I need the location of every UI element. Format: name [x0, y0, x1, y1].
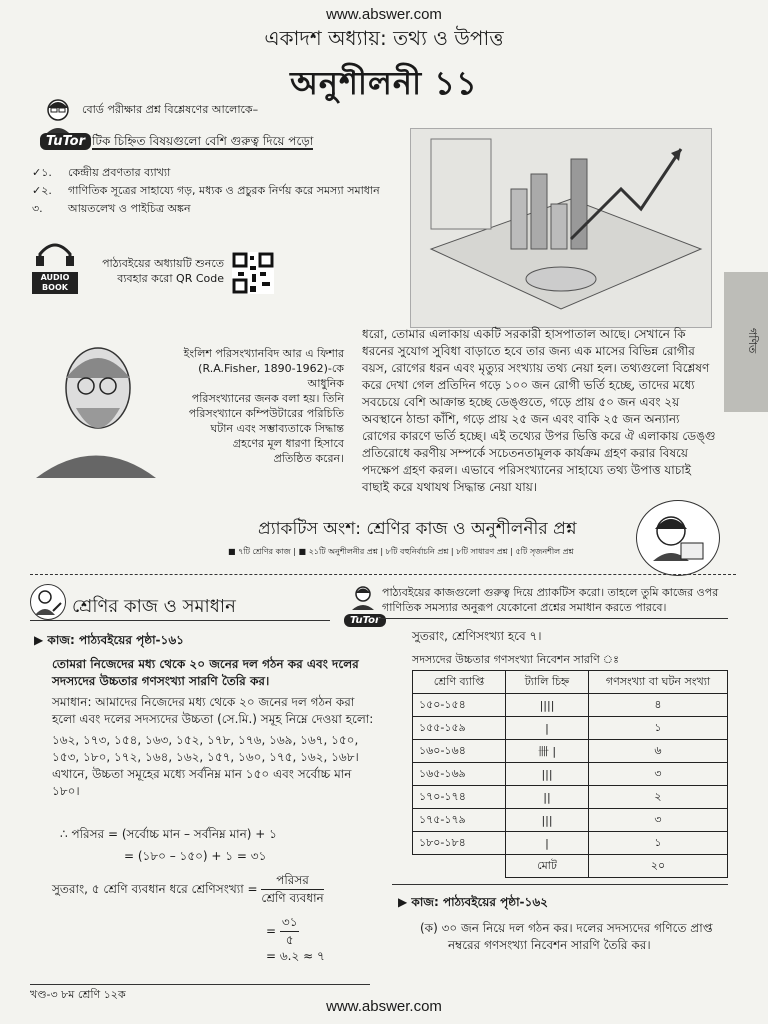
site-url-bottom[interactable]: www.abswer.com: [326, 998, 442, 1015]
frequency: ১: [589, 832, 728, 855]
tally-mark: |||: [506, 809, 589, 832]
tutor-badge-small: TuTor: [344, 608, 386, 627]
tutor-badge: TuTor: [40, 130, 91, 149]
tutor-note-underline: [378, 618, 728, 619]
tally-mark: ||: [506, 786, 589, 809]
table-row: [413, 809, 728, 832]
tally-mark: |||: [506, 763, 589, 786]
table-divider: [392, 884, 728, 885]
tally-mark: |: [506, 717, 589, 740]
frequency: ৩: [589, 809, 728, 832]
column-header: গণসংখ্যা বা ঘটন সংখ্যা: [589, 671, 728, 694]
table-row: [413, 740, 728, 763]
class-range: ১৭৫-১৭৯: [413, 809, 506, 832]
class-range: ১৮০-১৮৪: [413, 832, 506, 855]
table-row: [413, 694, 728, 717]
table-row: [413, 763, 728, 786]
tutor-intro-line: বোর্ড পরীক্ষার প্রশ্ন বিশ্লেষণের আলোকে–: [82, 103, 259, 116]
class-count-formula: সুতরাং, ৫ শ্রেণি ব্যবধান ধরে শ্রেণিসংখ্যা = $\frac{\text{পরিসর}}{\text{শ্রেণি ব্যবধান}}$: [52, 873, 324, 905]
class-range: ১৬৫-১৬৯: [413, 763, 506, 786]
height-data: ১৬২, ১৭৩, ১৫৪, ১৬৩, ১৫২, ১৭৮, ১৭৬, ১৬৯, ১৬৭, ১৫০,: [52, 733, 359, 747]
tutor-avatar-icon: [348, 584, 378, 610]
class-work-underline: [30, 620, 330, 621]
tally-mark: 卌 |: [506, 740, 589, 763]
range-result: = (১৮০ – ১৫০) + ১ = ৩১: [124, 849, 267, 863]
table-total-row: [413, 855, 728, 878]
practice-title: প্র্যাকটিস অংশ: শ্রেণির কাজ ও অনুশীলনীর প্রশ্ন: [258, 519, 577, 539]
class-range: ১৫৫-১৫৯: [413, 717, 506, 740]
frequency: ৬: [589, 740, 728, 763]
total-value: ২০: [589, 855, 728, 878]
list-item: ✓১. কেন্দ্রীয় প্রবণতার ব্যাখ্যা: [32, 166, 171, 179]
side-tab: গণিত: [724, 272, 768, 412]
column-header: ট্যালি চিহ্ন: [506, 671, 589, 694]
hospital-paragraph: ধরো, তোমার এলাকায় একটি সরকারী হাসপাতাল আছে। সেখানে কি ধরনের সুযোগ সুবিধা বাড়াতে হবে তার জন্য এক মাসের বিভিন্ন রোগীর বয়স, রোগের ধরন এবং মৃত্যুর সংখ্যায় তথ্য নেয়া হল। তথ্যগুলো বিশ্লেষণ করে দেখা গেল প্রতিদিন গড়ে ১০০ জন রোগী ভর্তি হচ্ছে, তাদের মধ্যে সবচেয়ে বেশি আক্রান্ত হচ্ছে ডেঙ্গুতে, গড়ে প্রায় ৫০ জন এবং ২য় অবস্থানে ঠান্ডা কাঁশি, গড়ে প্রায় ২৫ জন এবং বাকি ২৫ জন অন্যান্য রোগের কারণে ভর্তি হচ্ছে। এই তথ্যের উপর ভিত্তি করে ঐ এলাকায় ডেঙ্গু প্রতিরোধে করণীয় সম্পর্কে সচেতনতামূলক কার্যক্রম গ্রহণ করার বিষয়ে পদক্ষেপ গ্রহণ করল। এভাবে পরিসংখ্যানের সাহায্যে তথ্য উপাত্ত যাচাই বাছাই করে যথাযথ সিদ্ধান্ত নেয়া যায়।: [362, 327, 716, 494]
list-item: ✓২. গাণিতিক সূত্রের সাহায্যে গড়, মধ্যক ও প্রচুরক নির্ণয় করে সমস্যা সমাধান: [32, 184, 380, 197]
tally-mark: ||||: [506, 694, 589, 717]
frequency: ৪: [589, 694, 728, 717]
class-range: ১৫০-১৫৪: [413, 694, 506, 717]
frequency: ১: [589, 717, 728, 740]
class-count-fraction: = $\frac{৩১}{৫}$: [266, 915, 298, 947]
column-header: শ্রেণি ব্যাপ্তি: [413, 671, 506, 694]
practice-stats: ■ ৭টি শ্রেণির কাজ | ■ ২১টি অনুশীলনীর প্রশ্ন | ৮টি বহুনির্বাচনি প্রশ্ন | ৮টি সাধারণ প্রশ্ন | ৫টি সৃজনশীল প্রশ্ন: [228, 547, 574, 556]
solution-text: সমাধান: আমাদের নিজেদের মধ্য থেকে ২০ জনের দল গঠন করা হলো এবং দলের সদস্যদের উচ্চতা (সে.মি.) সমূহ নিম্নে দেওয়া হলো: ১৬২, ১৭৩, ১৫৪, ১৬৩, ১৫২, ১৭৮, ১৭৬, ১৬৯, ১৬৭, ১৫০, ১৫৩, ১৮০, ১৭২, ১৬৪, ১৬২, ১৫৭, ১৬০, ১৭৫, ১৬২, ১৬৮। এখানে, উচ্চতা সমূহের মধ্যে সর্বনিম্ন মান ১৫০ এবং সর্বোচ্চ মান ১৮০।: [52, 694, 382, 800]
task-label-161: ▶ কাজ: পাঠ্যবইয়ের পৃষ্ঠা-১৬১: [34, 633, 184, 647]
tutor-instruction: টিক চিহ্নিত বিষয়গুলো বেশি গুরুত্ব দিয়ে পড়ো: [92, 134, 314, 148]
list-item: ৩. আয়তলেখ ও পাইচিত্র অঙ্কন: [32, 202, 191, 215]
fisher-portrait-icon: [36, 328, 156, 478]
frequency-table-title: সদস্যদের উচ্চতার গণসংখ্যা নিবেশন সারণি ঃ: [412, 653, 619, 666]
table-row: [413, 786, 728, 809]
frequency: ৩: [589, 763, 728, 786]
student-reading-icon: [636, 500, 720, 576]
fisher-bio: ইংলিশ পরিসংখ্যানবিদ আর এ ফিশার (R.A.Fisher, 1890-1962)-কে আধুনিক পরিসংখ্যানের জনক বলা হয়। তিনি পরিসংখ্যানে কম্পিউটারের পরিচিতি ঘটান এবং সম্ভাব্যতাকে সিদ্ধান্ত গ্রহণের মূল ধারণা হিসাবে প্রতিষ্ঠিত করেন।: [183, 347, 344, 465]
table-header-row: [413, 671, 728, 694]
table-row: [413, 832, 728, 855]
site-url-top[interactable]: www.abswer.com: [326, 6, 442, 23]
total-label: মোট: [506, 855, 589, 878]
audio-book-badge: AUDIO BOOK: [32, 272, 78, 294]
tally-mark: |: [506, 832, 589, 855]
exercise-title: অনুশীলনী ১১: [290, 64, 478, 102]
tutor-practice-note: পাঠ্যবইয়ের কাজগুলো গুরুত্ব দিয়ে প্র্যাকটিস করো। তাহলে তুমি কাজের ওপর গাণিতিক সমস্যার অনুরূপ যেকোনো প্রশ্নের সমাধান করতে পারবে।: [382, 586, 719, 614]
class-range: ১৭০-১৭৪: [413, 786, 506, 809]
class-count-conclusion: সুতরাং, শ্রেণিসংখ্যা হবে ৭।: [412, 629, 542, 643]
section-divider: [30, 574, 736, 575]
tutor-topic-list: [32, 165, 402, 219]
task-question: তোমরা নিজেদের মধ্য থেকে ২০ জনের দল গঠন কর এবং দলের সদস্যদের উচ্চতার গণসংখ্যা সারণি তৈরি কর।: [52, 657, 359, 688]
task-162-question: (ক) ৩০ জন নিয়ে দল গঠন কর। দলের সদস্যদের গণিতে প্রাপ্ত নম্বরের গণসংখ্যা নিবেশন সারণি তৈরি কর।: [420, 921, 713, 952]
frequency: ২: [589, 786, 728, 809]
chapter-title: একাদশ অধ্যায়: তথ্য ও উপাত্ত: [264, 26, 504, 50]
page-label: খণ্ড-৩ ৮ম শ্রেণি ১২ক: [30, 984, 370, 1002]
table-row: [413, 717, 728, 740]
headphones-icon: [32, 238, 78, 290]
class-work-heading: শ্রেণির কাজ ও সমাধান: [72, 596, 236, 617]
height-data: ১৫৩, ১৮০, ১৭২, ১৬৪, ১৬২, ১৫৭, ১৬০, ১৭৫, ১৬২, ১৬৮।: [52, 750, 359, 764]
class-count-result: = ৬.২ ≈ ৭: [266, 949, 325, 963]
student-writing-icon: [30, 584, 66, 620]
qr-code-icon[interactable]: [232, 252, 274, 294]
task-label-162: ▶ কাজ: পাঠ্যবইয়ের পৃষ্ঠা-১৬২: [398, 895, 548, 909]
audio-text: পাঠ্যবইয়ের অধ্যায়টি শুনতে ব্যবহার করো QR Code: [102, 257, 224, 285]
statistics-illustration: [410, 128, 712, 328]
class-range: ১৬০-১৬৪: [413, 740, 506, 763]
frequency-table: [412, 670, 728, 878]
range-formula: ∴ পরিসর = (সর্বোচ্চ মান – সর্বনিম্ন মান) + ১: [60, 827, 277, 841]
